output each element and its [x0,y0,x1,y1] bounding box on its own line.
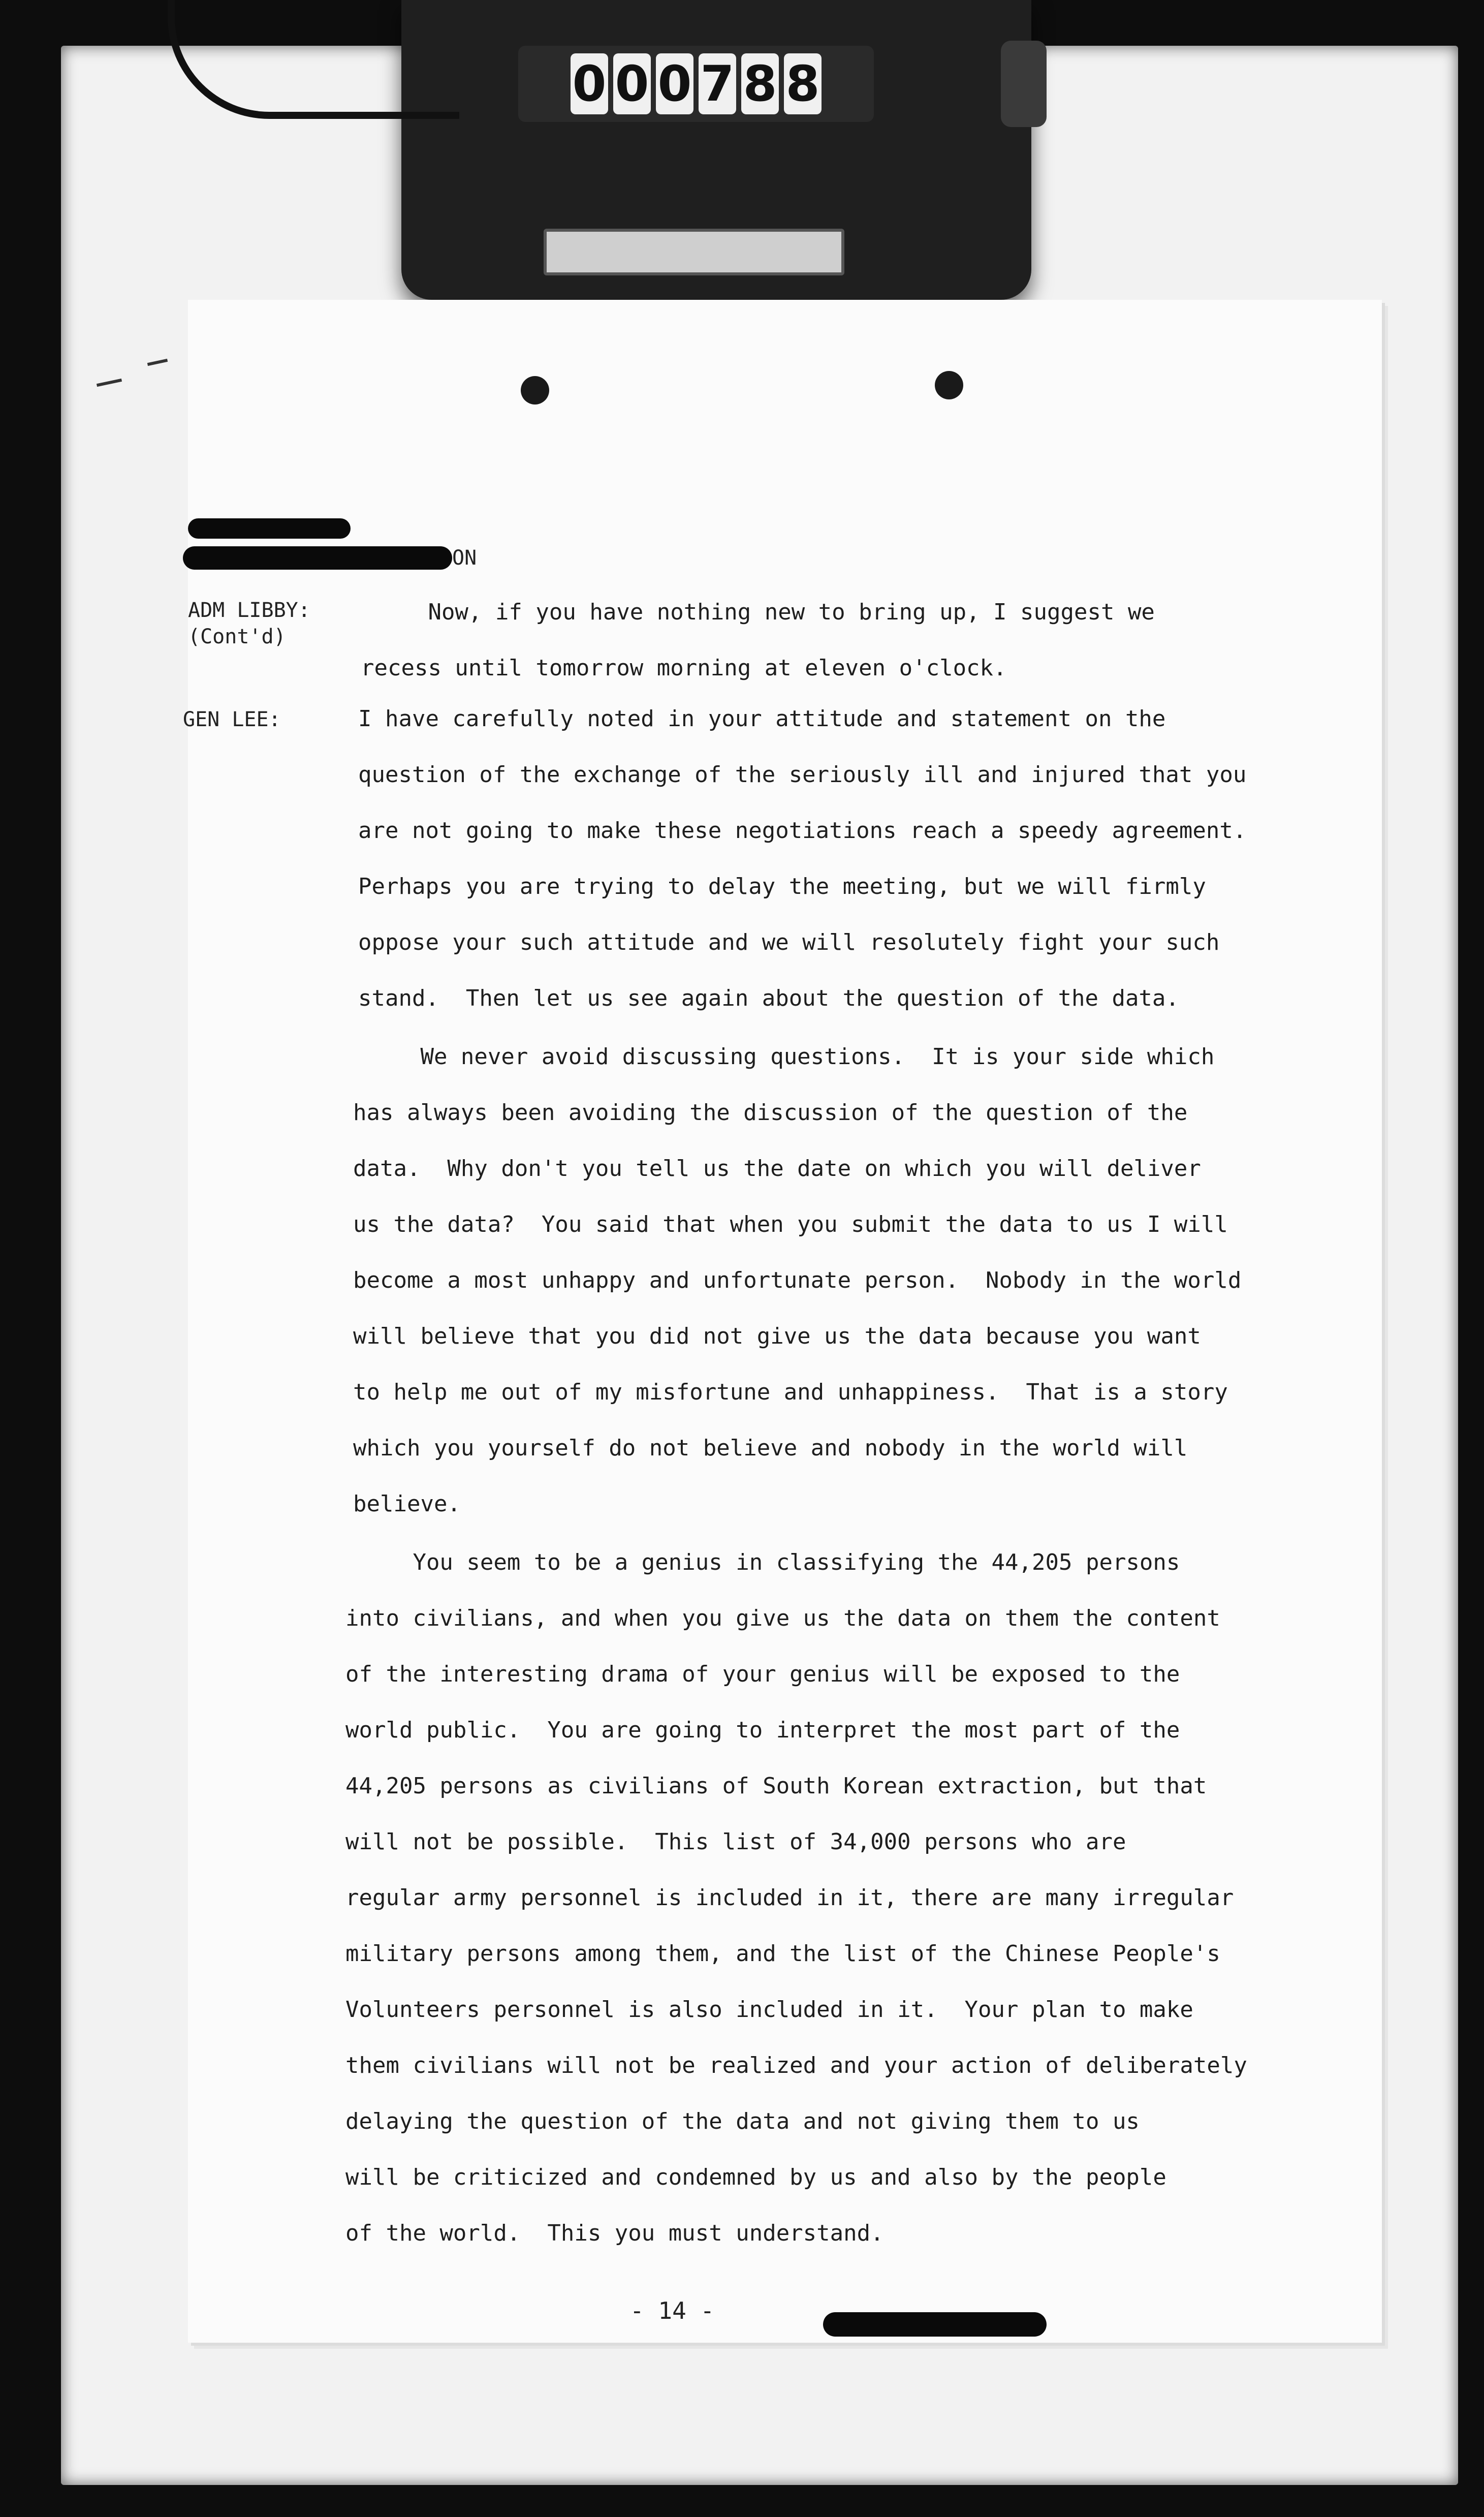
paragraph-lee-2: We never avoid discussing questions. It is your side which has always been avoiding the discussion of the question of the data. Why don't you tell us the date on which you will deliver us the data? You said that when you submit the data to us I will become a most unhappy and unfortunate person. Nobody in the world will believe that you did not give us the data because you want to help me out of my misfortune and unhappiness. That is a story which you yourself do not believe and nobody in the world will believe. [353,1044,1242,1517]
counter-knob [1001,41,1047,127]
speaker-label-lee: GEN LEE: [183,708,281,731]
page-number: - 14 - [630,2297,715,2324]
counter-digit: 8 [784,53,822,114]
counter-digit: 0 [656,53,693,114]
counter-digit: 8 [741,53,779,114]
counter-digit: 7 [699,53,736,114]
header-tail: ON [452,546,477,570]
redaction-bar [188,518,351,539]
counter-digit: 0 [571,53,608,114]
counter-digit: 0 [613,53,651,114]
paragraph-lee-1: I have carefully noted in your attitude and statement on the question of the exchange of the seriously ill and injured that you are not going to make these negotiations reach a speedy agreement. Perhaps you are trying to delay the meeting, but we will firmly oppose your such attitude and we will resolutely fight your such stand. Then let us see again about the question of the data. [358,706,1247,1011]
paragraph-lee-3: You seem to be a genius in classifying the 44,205 persons into civilians, and when you give us the data on them the content of the interesting drama of your genius will be exposed to the world public. You are going to interpret the most part of the 44,205 persons as civilians of South Korean extraction, but that will not be possible. This list of 34,000 persons who are regular army personnel is included in it, there are many irregular military persons among them, and the list of the Chinese People's Volunteers personnel is also included in it. Your plan to make them civilians will not be realized and your action of deliberately delaying the question of the data and not giving them to us will be criticized and condemned by us and also by the people of the world. This you must understand. [345,1549,1247,2246]
counter-label-plate [544,229,844,275]
paragraph-libby: Now, if you have nothing new to bring up, I suggest we recess until tomorrow morning at eleven o'clock. [361,599,1155,681]
frame-counter [518,46,874,122]
counter-cable [168,0,459,119]
redaction-bar [823,2312,1047,2337]
punch-hole [521,376,549,405]
document-page [183,300,1382,2343]
redaction-bar [183,546,452,570]
speaker-label-libby: ADM LIBBY: (Cont'd) [188,599,310,648]
punch-hole [935,371,963,399]
